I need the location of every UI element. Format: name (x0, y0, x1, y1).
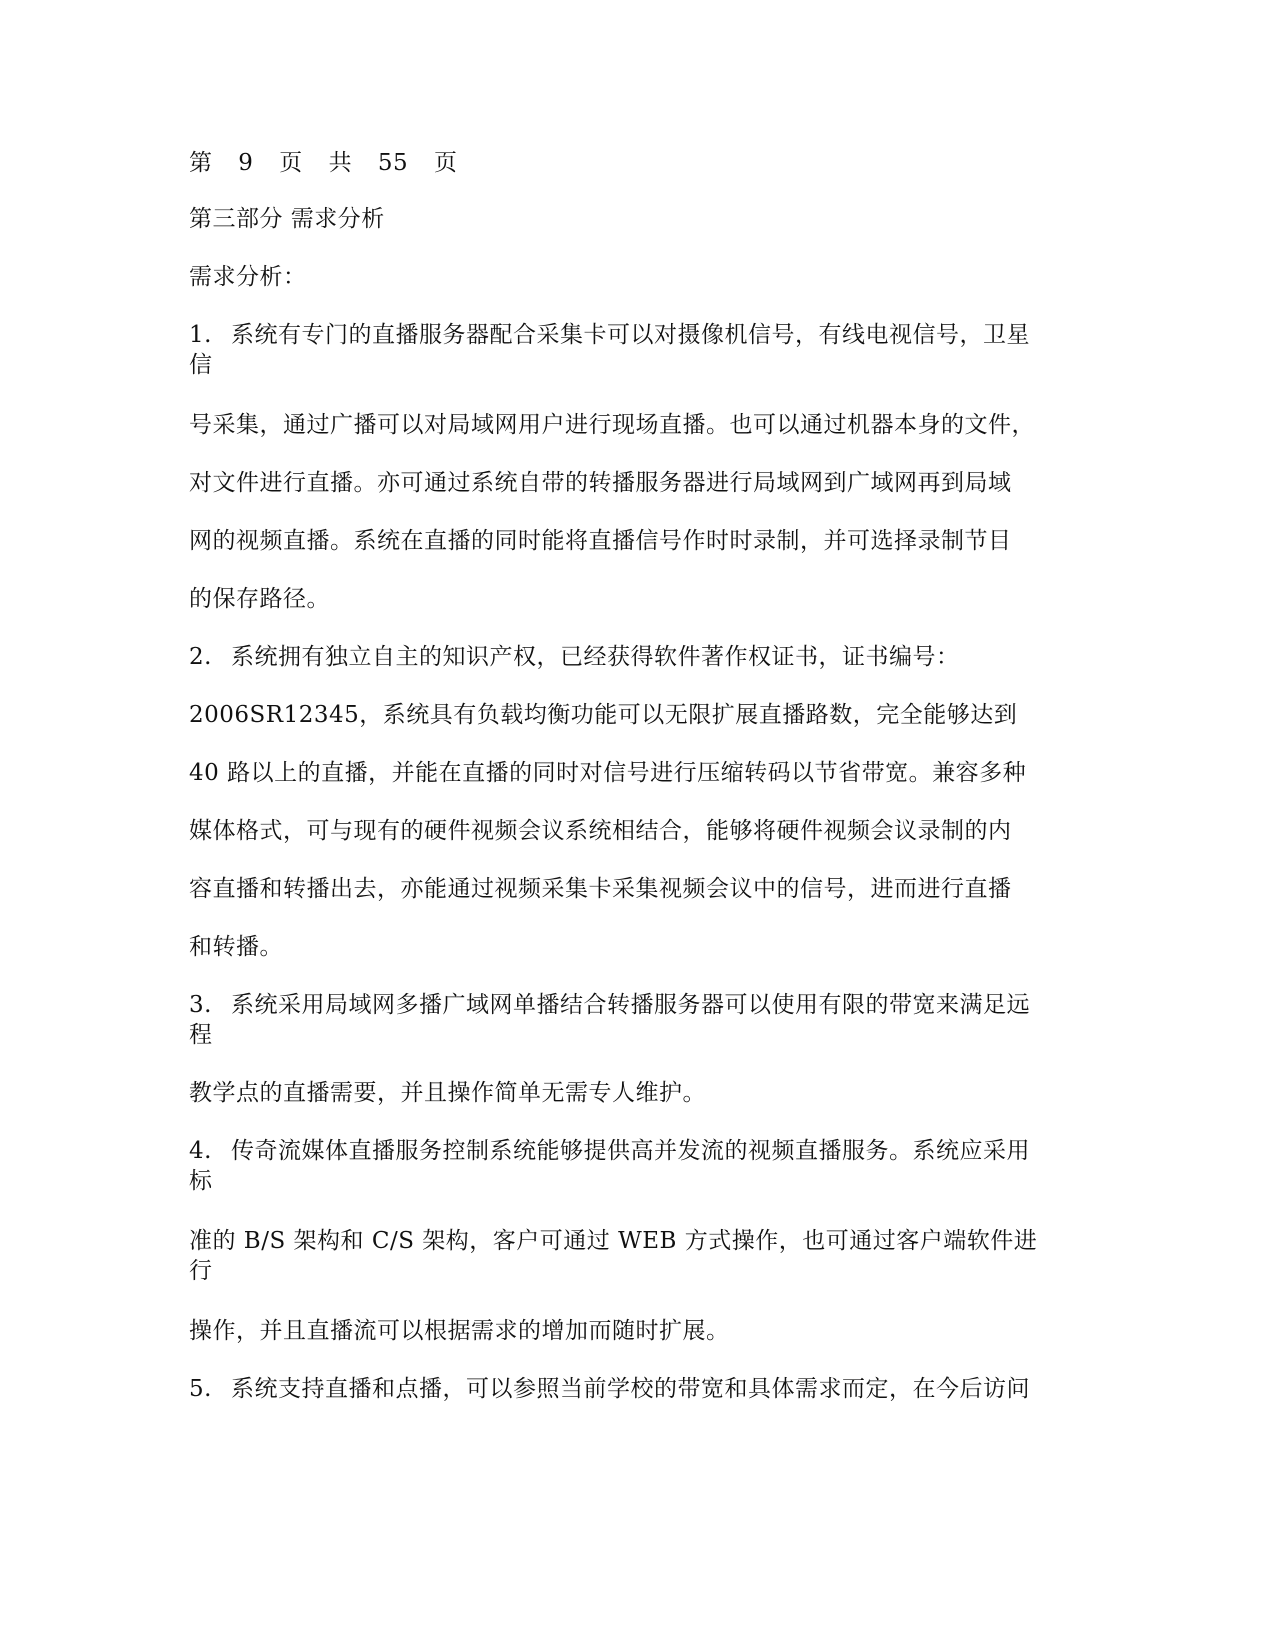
list-item-3-line-1 (189, 990, 1030, 1020)
list-item-text: 程 (189, 1022, 213, 1048)
list-item-text: 标 (189, 1168, 213, 1194)
list-item-1-number: 1. (189, 322, 212, 348)
list-item-text: 教学点的直播需要，并且操作简单无需专人维护。 (189, 1080, 706, 1106)
list-item-text: 行 (189, 1258, 213, 1284)
list-item-text: 传奇流媒体直播服务控制系统能够提供高并发流的视频直播服务。系统应采用 (231, 1138, 1030, 1164)
list-item-text: 系统支持直播和点播，可以参照当前学校的带宽和具体需求而定，在今后访问 (231, 1376, 1030, 1402)
list-item-text: 系统有专门的直播服务器配合采集卡可以对摄像机信号，有线电视信号，卫星 (231, 322, 1030, 348)
list-item-4-line-1 (189, 1136, 1030, 1166)
list-item-text: 信 (189, 352, 213, 378)
list-item-3-number: 3. (189, 992, 212, 1018)
list-item-text: 操作，并且直播流可以根据需求的增加而随时扩展。 (189, 1318, 730, 1344)
list-item-2-line-1 (189, 642, 960, 672)
list-item-text: 系统拥有独立自主的知识产权，已经获得软件著作权证书，证书编号： (231, 644, 960, 670)
list-item-text: 40 路以上的直播，并能在直播的同时对信号进行压缩转码以节省带宽。兼容多种 (189, 760, 1027, 786)
list-item-text: 和转播。 (189, 934, 283, 960)
list-item-text: 系统采用局域网多播广域网单播结合转播服务器可以使用有限的带宽来满足远 (231, 992, 1030, 1018)
page-indicator: 第 9 页 共 55 页 (189, 150, 458, 176)
list-item-5-line-1 (189, 1374, 1030, 1404)
list-item-text: 准的 B/S 架构和 C/S 架构，客户可通过 WEB 方式操作，也可通过客户端软件进 (189, 1228, 1038, 1254)
list-item-5-number: 5. (189, 1376, 212, 1402)
list-item-text: 网的视频直播。系统在直播的同时能将直播信号作时时录制，并可选择录制节目 (189, 528, 1012, 554)
list-item-text: 媒体格式，可与现有的硬件视频会议系统相结合，能够将硬件视频会议录制的内 (189, 818, 1012, 844)
list-item-2-number: 2. (189, 644, 212, 670)
list-item-text: 对文件进行直播。亦可通过系统自带的转播服务器进行局域网到广域网再到局域 (189, 470, 1012, 496)
list-item-text: 2006SR12345，系统具有负载均衡功能可以无限扩展直播路数，完全能够达到 (189, 702, 1018, 728)
list-item-4-number: 4. (189, 1138, 212, 1164)
list-item-text: 号采集，通过广播可以对局域网用户进行现场直播。也可以通过机器本身的文件， (189, 412, 1035, 438)
list-item-1-line-1 (189, 320, 1030, 350)
section-title: 第三部分 需求分析 (189, 206, 385, 232)
section-subtitle: 需求分析： (189, 264, 307, 290)
list-item-text: 容直播和转播出去，亦能通过视频采集卡采集视频会议中的信号，进而进行直播 (189, 876, 1012, 902)
list-item-text: 的保存路径。 (189, 586, 330, 612)
